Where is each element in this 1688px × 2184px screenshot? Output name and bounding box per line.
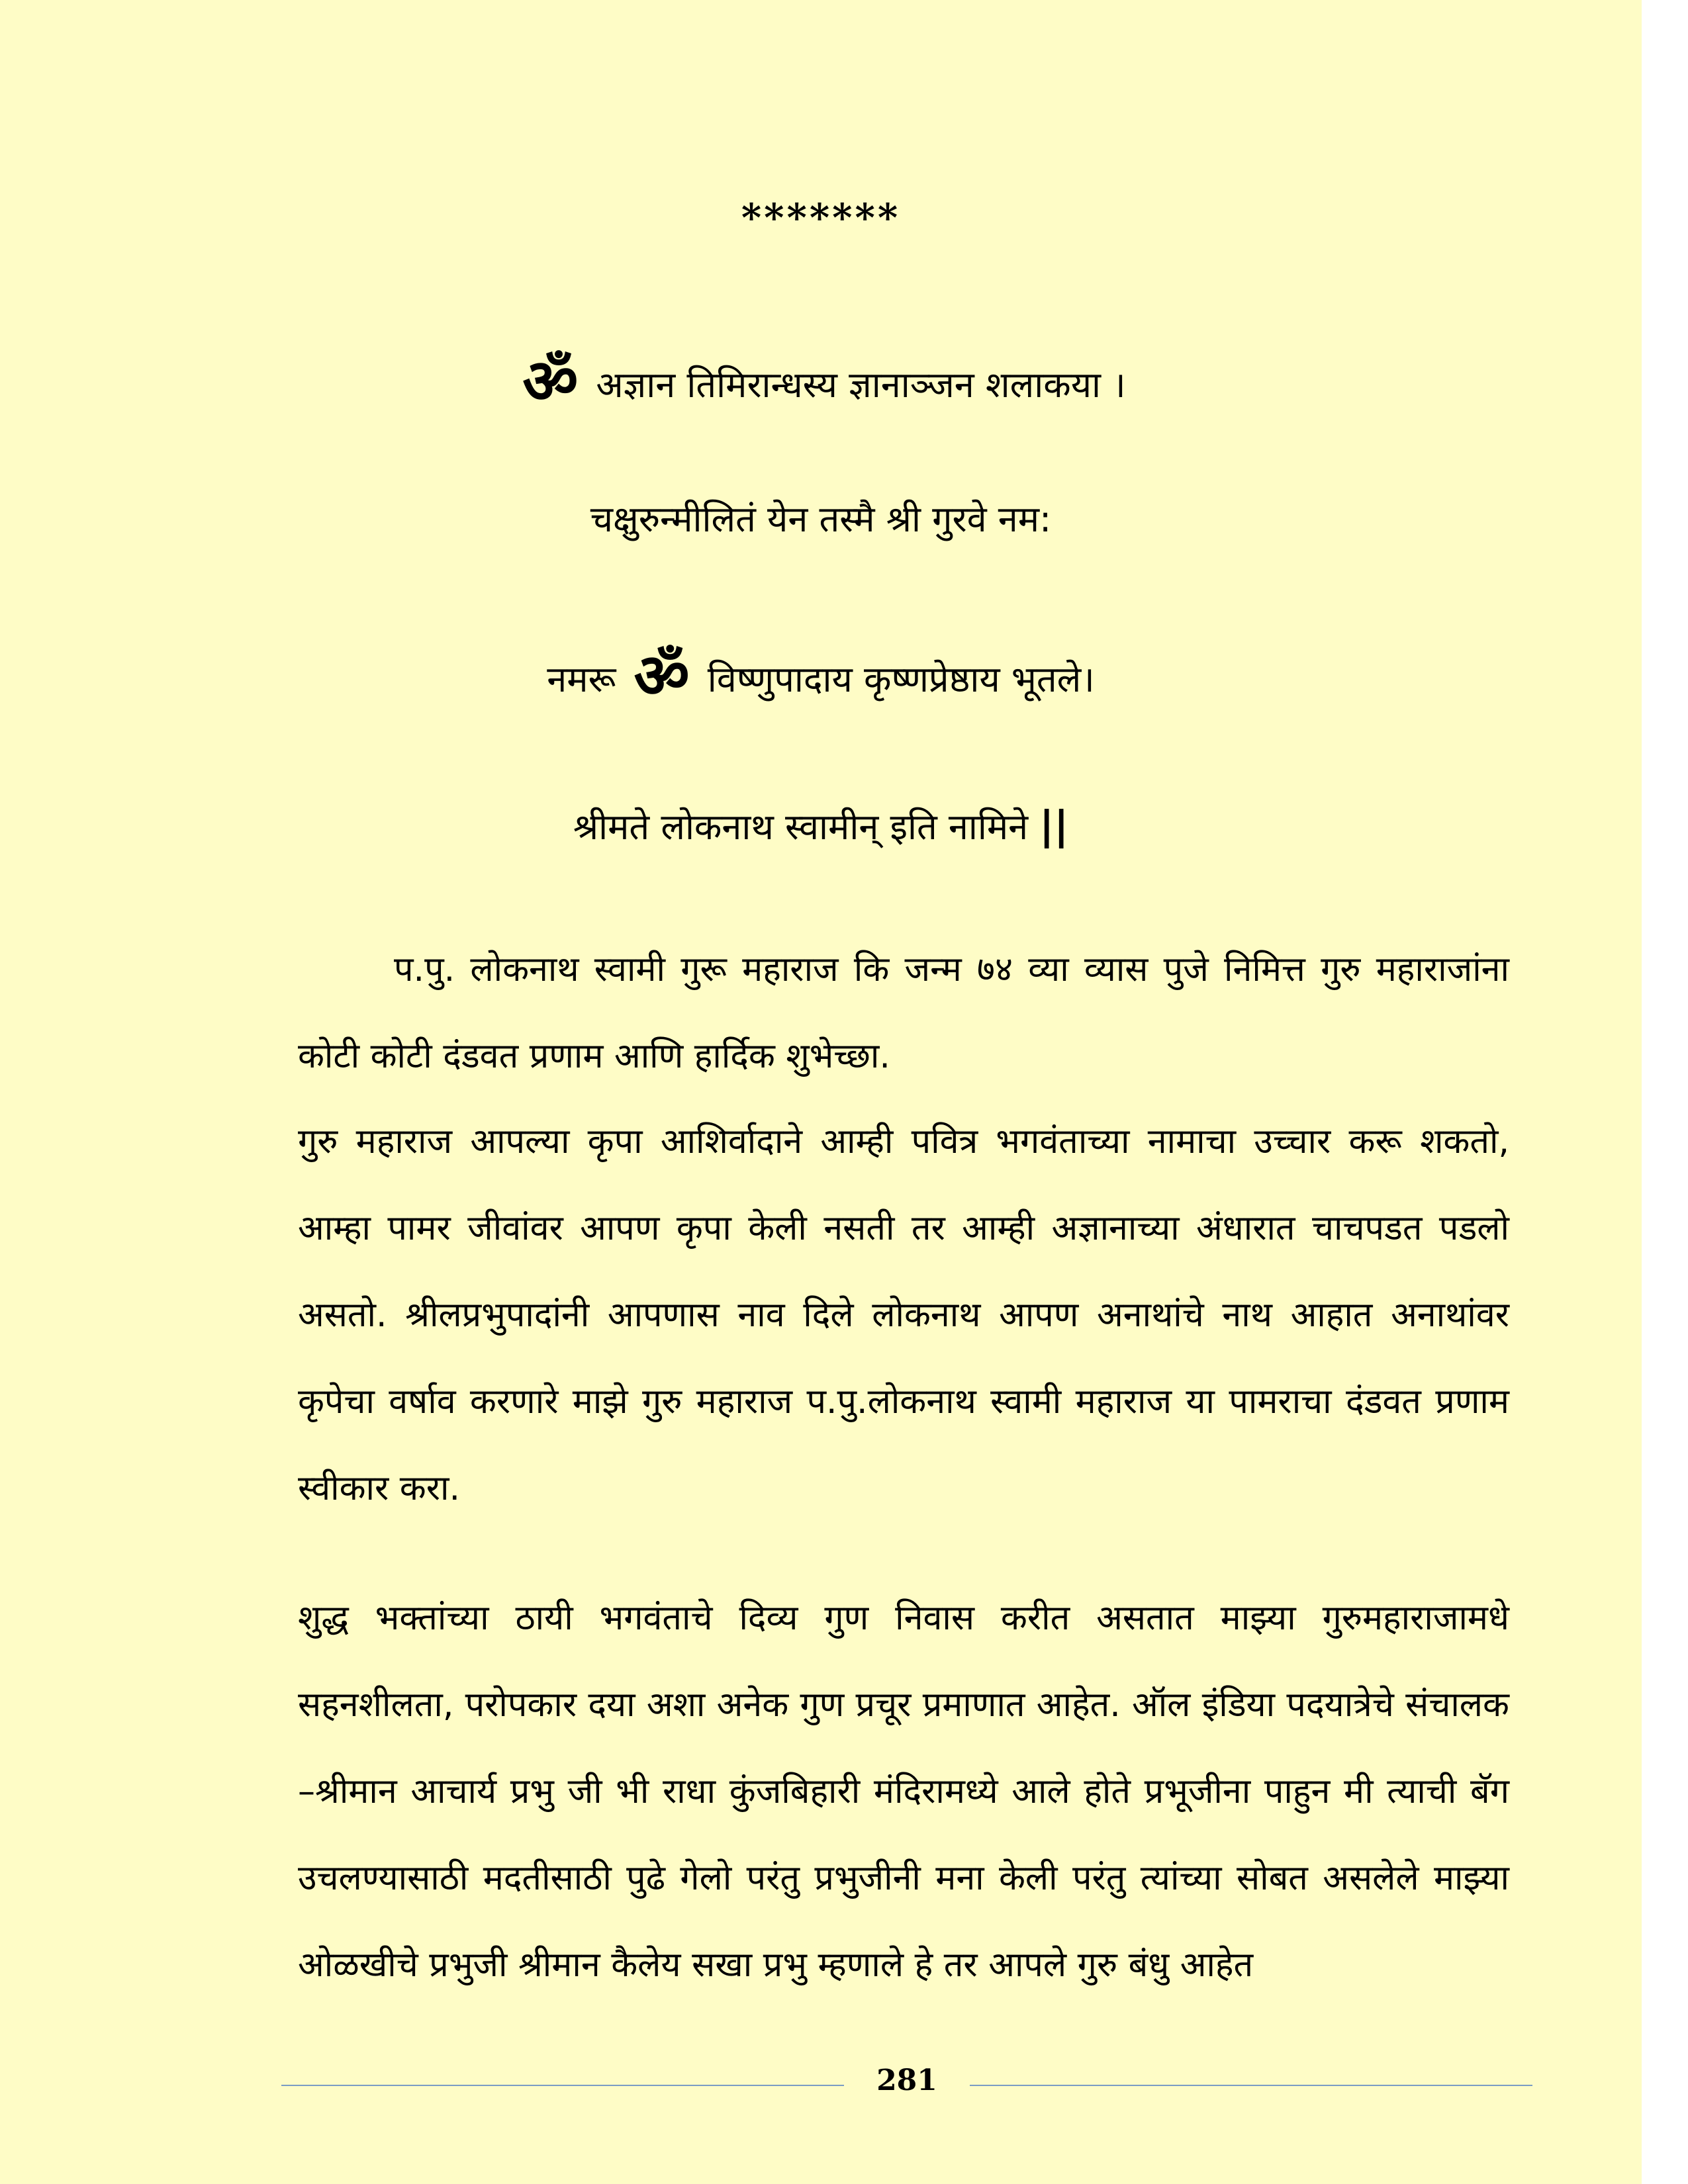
verse-line-4 [0, 801, 1642, 850]
om-symbol: ॐ [522, 346, 579, 417]
verse-line-3-prefix: नमरू [547, 659, 616, 700]
paragraph-gratitude: गुरु महाराज आपल्या कृपा आशिर्वादाने आम्ही पवित्र भगवंताच्या नामाचा उच्चार करू शकतो, आम्हा पामर जीवांवर आपण कृपा केली नसती तर आम्ही अज्ञानाच्या अंधारात चाचपडत पडलो असतो. श्रीलप्रभुपादांनी आपणास नाव दिले लोकनाथ आपण अनाथांचे नाथ आहात अनाथांवर कृपेचा वर्षाव करणारे माझे गुरु महाराज प.पु.लोकनाथ स्वामी महाराज या पामराचा दंडवत प्रणाम स्वीकार करा. [298, 1122, 1510, 1508]
verse-line-3 [0, 632, 1642, 715]
double-danda: || [1039, 803, 1069, 849]
footer-rule-right [970, 2085, 1532, 2086]
footer-rule-left [281, 2085, 844, 2086]
paragraph-greeting: प.पु. लोकनाथ स्वामी गुरू महाराज कि जन्म ७४ व्या व्यास पुजे निमित्त गुरु महाराजांना कोटी कोटी दंडवत प्रणाम आणि हार्दिक शुभेच्छा. [298, 950, 1509, 1076]
verse-line-3-text: विष्णुपादाय कृष्णप्रेष्ठाय भूतले। [707, 659, 1095, 700]
page-number: 281 [876, 2064, 937, 2097]
section-separator: ******* [741, 195, 901, 240]
verse-line-1 [0, 338, 1642, 420]
paragraph-qualities: शुद्ध भक्तांच्या ठायी भगवंताचे दिव्य गुण निवास करीत असतात माझ्या गुरुमहाराजामधे सहनशीलता, परोपकार दया अशा अनेक गुण प्रचूर प्रमाणात आहेत. ऑल इंडिया पदयात्रेचे संचालक –श्रीमान आचार्य प्रभु जी भी राधा कुंजबिहारी मंदिरामध्ये आले होते प्रभूजीना पाहुन मी त्याची बॅग उचलण्यासाठी मदतीसाठी पुढे गेलो परंतु प्रभुजीनी मना केली परंतु त्यांच्या सोबत असलेले माझ्या ओळखीचे प्रभुजी श्रीमान कैलेय सखा प्रभु म्हणाले हे तर आपले गुरु बंधु आहेत [298, 1598, 1509, 1985]
verse-line-4-text: श्रीमते लोकनाथ स्वामीन् इति नामिने [573, 806, 1029, 848]
om-symbol: ॐ [633, 641, 690, 711]
verse-line-1-text: अज्ञान तिमिरान्धस्य ज्ञानाञ्जन शलाकया । [596, 364, 1126, 406]
verse-line-2: चक्षुरुन्मीलितं येन तस्मै श्री गुरवे नम: [590, 498, 1052, 540]
